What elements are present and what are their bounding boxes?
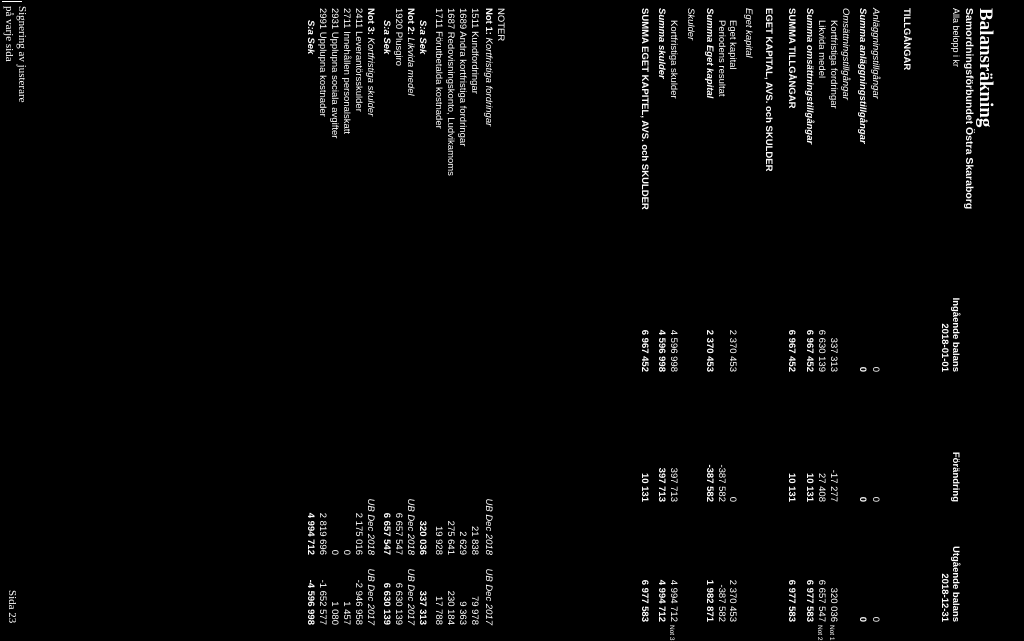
- note3-row-value: 2 175 016: [353, 512, 364, 555]
- balance-row-label: Kortfristiga fordringar: [828, 20, 839, 109]
- note2-row-value: 6 630 139: [381, 582, 392, 625]
- note3-title-text: Kortfristiga skulder: [365, 34, 376, 117]
- currency-note: Alla belopp i kr: [951, 8, 961, 68]
- balance-row-value: 6 967 452: [786, 329, 797, 372]
- note1-row-label: 1511 Kundfordringar: [469, 8, 480, 94]
- balance-row-value: 0: [870, 616, 881, 622]
- balance-row-value: 10 131: [804, 472, 815, 502]
- note1-column-header: UB Dec 2018: [483, 498, 494, 555]
- note2-row-value: 6 630 139: [393, 582, 404, 625]
- note1-row-value: 337 313: [417, 590, 428, 625]
- balance-row-label: EGET KAPITAL, AVS. och SKULDER: [763, 8, 774, 172]
- balance-row-value: 0: [857, 616, 868, 622]
- balance-row-value: 6 967 452: [639, 329, 650, 372]
- document-title: Balansräkning: [975, 8, 996, 128]
- balance-row-value: -387 582: [716, 464, 727, 502]
- balance-row-value: 4 994 712: [656, 579, 667, 622]
- balance-row-label: Kortfristiga skulder: [668, 20, 679, 99]
- note3-row-value: 1 457: [341, 601, 352, 625]
- note3-row-value: 1 080: [329, 601, 340, 625]
- balance-row-value: 2 370 453: [727, 329, 738, 372]
- note2-column-header: UB Dec 2017: [405, 568, 416, 625]
- balance-row-value: 2 370 453: [727, 579, 738, 622]
- note2-row-label: 1920 Plusgiro: [393, 8, 404, 67]
- note1-title: [483, 8, 494, 126]
- note1-row-value: 19 928: [433, 525, 444, 555]
- note3-row-label: 2411 Leverantörsskulder: [353, 8, 364, 112]
- balance-row-value: 320 036: [828, 587, 839, 622]
- note-reference: Not 2: [816, 625, 823, 641]
- balance-row-value: -387 582: [716, 584, 727, 622]
- opening-balance-header: Ingående balans: [950, 297, 961, 372]
- note1-column-header: UB Dec 2017: [483, 568, 494, 625]
- note1-title-text: Kortfristiga fordringar: [483, 34, 494, 127]
- note2-row-value: 6 657 547: [381, 512, 392, 555]
- balance-row-label: Eget kapital: [743, 8, 754, 58]
- balance-row-value: 337 313: [828, 337, 839, 372]
- balance-row-value: 0: [727, 496, 738, 502]
- balance-row-label: SUMMA EGET KAPITEL, AVS. och SKULDER: [639, 8, 650, 210]
- note3-row-value: 4 994 712: [305, 512, 316, 555]
- note1-title-number: Not 1:: [483, 8, 494, 35]
- note-reference: Not 3: [668, 625, 675, 641]
- balance-row-label: Likvida medel: [816, 20, 827, 79]
- balance-row-value: 4 596 998: [668, 329, 679, 372]
- note3-row-value: 0: [329, 549, 340, 555]
- note1-row-value: 2 629: [457, 531, 468, 555]
- note1-row-value: 9 363: [457, 601, 468, 625]
- note1-row-value: 17 788: [433, 595, 444, 625]
- balance-row-value: 6 977 583: [639, 579, 650, 622]
- balance-row-value: 6 977 583: [804, 579, 815, 622]
- notes-heading: NOTER: [495, 8, 506, 42]
- note1-row-label: 1689 Andra kortfristiga fordringar: [457, 8, 468, 147]
- balance-row-label: TILLGÅNGAR: [901, 8, 912, 71]
- balance-row-label: Eget kapital: [727, 20, 738, 70]
- opening-balance-date: 2018-01-01: [939, 323, 950, 372]
- balance-row-value: 2 370 453: [704, 329, 715, 372]
- note1-row-value: 21 838: [469, 525, 480, 555]
- note1-row-value: 320 036: [417, 520, 428, 555]
- balance-row-value: -17 277: [828, 469, 839, 502]
- signature-label-line2: på varje sida: [3, 6, 15, 62]
- balance-row-label: Summa skulder: [656, 8, 667, 79]
- balance-row-value: 0: [857, 366, 868, 372]
- balance-row-value: 4 994 712: [668, 579, 679, 622]
- balance-row-value: 4 596 998: [656, 329, 667, 372]
- note3-row-label: 2931 Upplupna sociala avgifter: [329, 8, 340, 139]
- note1-row-value: 230 184: [445, 590, 456, 625]
- balance-row-value: -387 582: [704, 464, 715, 502]
- balance-row-label: Periodens resultat: [716, 20, 727, 97]
- note1-row-label: 1711 Förutbetalda kostnader: [433, 8, 444, 129]
- balance-row-value: 0: [857, 496, 868, 502]
- note3-row-label: 2711 Innehållen personalskatt: [341, 8, 352, 135]
- note2-row-value: 6 657 547: [393, 512, 404, 555]
- note1-row-value: 275 641: [445, 520, 456, 555]
- signature-divider: [2, 1, 22, 2]
- balance-row-label: Omsättningstillgångar: [840, 8, 851, 100]
- note2-title-text: Likvida medel: [405, 34, 416, 96]
- balance-row-value: 6 630 139: [816, 329, 827, 372]
- balance-row-label: Skulder: [685, 8, 696, 41]
- balance-row-value: 397 713: [668, 467, 679, 502]
- signature-label-line1: Signering av justerare: [16, 6, 28, 103]
- balance-row-value: 10 131: [639, 472, 650, 502]
- balance-row-value: 0: [870, 496, 881, 502]
- balance-row-value: 10 131: [786, 472, 797, 502]
- balance-row-value: 27 408: [816, 472, 827, 502]
- closing-balance-header: Utgående balans: [950, 545, 961, 622]
- balance-row-value: 6 657 547: [816, 579, 827, 622]
- balance-row-label: Summa Eget kapital: [704, 8, 715, 99]
- note3-title: [365, 8, 376, 116]
- note3-row-label: S:a Sek: [305, 20, 316, 55]
- balance-row-value: 1 982 871: [704, 579, 715, 622]
- balance-row-label: Summa omsättningstillgångar: [804, 8, 815, 145]
- note3-row-value: -4 596 998: [305, 579, 316, 625]
- balance-row-label: SUMMA TILLGÅNGAR: [786, 8, 797, 109]
- note3-column-header: UB Dec 2017: [365, 568, 376, 625]
- note3-column-header: UB Dec 2018: [365, 498, 376, 555]
- note1-row-label: S:a Sek: [417, 20, 428, 55]
- balance-row-label: Summa anläggningstillgångar: [857, 8, 868, 144]
- note2-row-label: S:a Sek: [381, 20, 392, 55]
- note2-column-header: UB Dec 2018: [405, 498, 416, 555]
- page-number: Sida 23: [6, 590, 18, 624]
- closing-balance-date: 2018-12-31: [939, 573, 950, 622]
- note2-title: [405, 8, 416, 96]
- note2-title-number: Not 2:: [405, 8, 416, 35]
- note3-row-value: 0: [341, 549, 352, 555]
- balance-row-value: 0: [870, 366, 881, 372]
- balance-row-value: 397 713: [656, 467, 667, 502]
- note3-row-value: 2 819 696: [317, 512, 328, 555]
- change-header: Förändring: [950, 451, 961, 502]
- note1-row-value: 79 978: [469, 595, 480, 625]
- balance-row-value: 6 977 583: [786, 579, 797, 622]
- note1-row-label: 1687 Redovisningskonto, Ludvikamoms: [445, 8, 456, 176]
- balance-row-value: 6 967 452: [804, 329, 815, 372]
- note3-row-value: -2 946 958: [353, 579, 364, 625]
- note-reference: Not 1: [828, 625, 835, 641]
- note3-row-value: -1 652 577: [317, 579, 328, 625]
- balance-row-label: Anläggningstillgångar: [870, 8, 881, 99]
- note3-title-number: Not 3:: [365, 8, 376, 35]
- organization-name: Samordningsförbundet Östra Skaraborg: [963, 8, 975, 210]
- note3-row-label: 2991 Upplupna kostnader: [317, 8, 328, 117]
